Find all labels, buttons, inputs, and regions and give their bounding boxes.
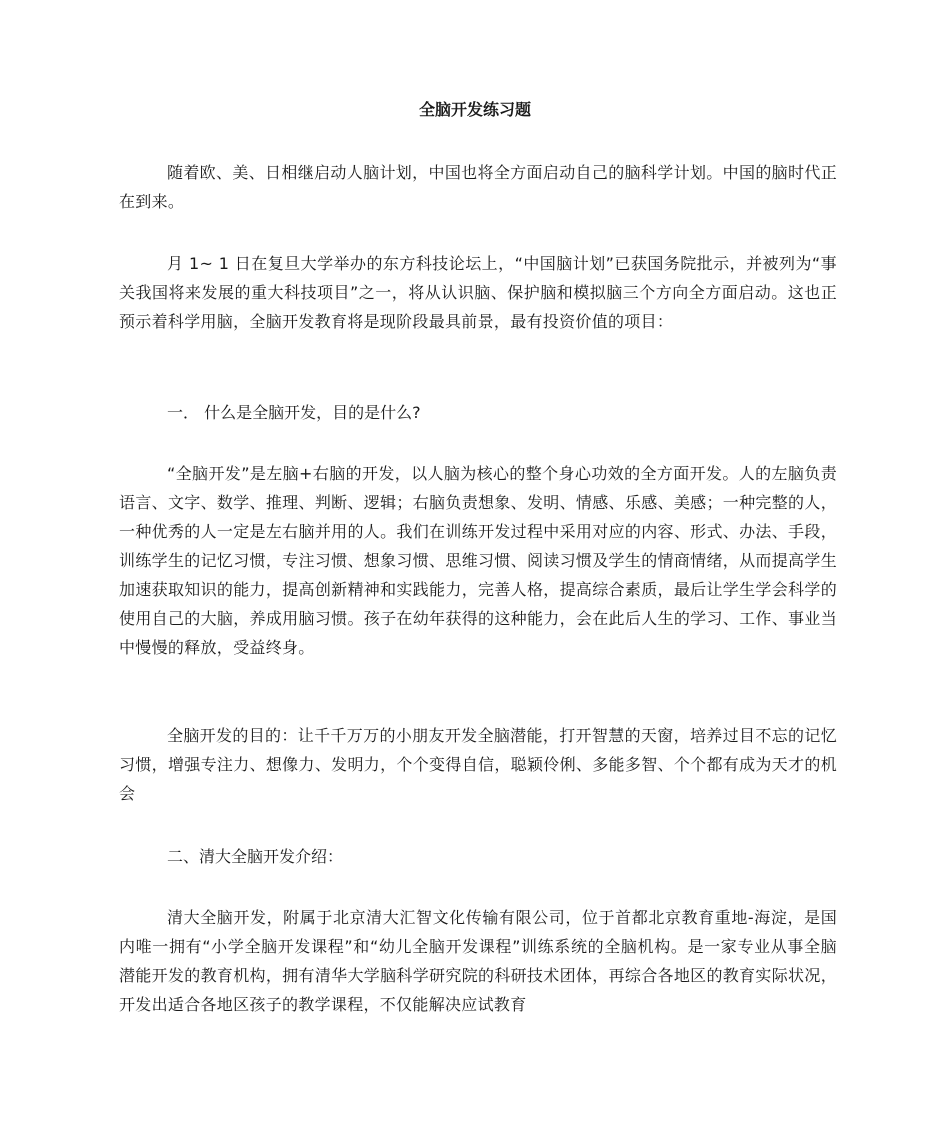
paragraph-definition: “全脑开发”是左脑+右脑的开发，以人脑为核心的整个身心功效的全方面开发。人的左脑负责语言、文字、数学、推理、判断、逻辑；右脑负责想象、发明、情感、乐感、美感；一种完整的人，一种优秀的人一定是左右脑并用的人。我们在训练开发过程中采用对应的内容、形式、办法、手段，训练学生的记忆习惯，专注习惯、想象习惯、思维习惯、阅读习惯及学生的情商情绪，从而提高学生加速获取知识的能力，提高创新精神和实践能力，完善人格，提高综合素质，最后让学生学会科学的使用自己的大脑，养成用脑习惯。孩子在幼年获得的这种能力，会在此后人生的学习、工作、事业当中慢慢的释放，受益终身。 xyxy=(119,464,837,657)
section-heading-1: 一． 什么是全脑开发，目的是什么? xyxy=(167,403,421,422)
section-heading-2: 二、清大全脑开发介绍： xyxy=(167,847,344,866)
paragraph-introduction: 清大全脑开发，附属于北京清大汇智文化传输有限公司，位于首都北京教育重地-海淀，是国内唯一拥有“小学全脑开发课程”和“幼儿全脑开发课程”训练系统的全脑机构。是一家专业从事全脑潜能开发的教育机构，拥有清华大学脑科学研究院的科研技术团体，再综合各地区的教育实际状况，开发出适合各地区孩子的教学课程，不仅能解决应试教育 xyxy=(119,908,837,1014)
paragraph-intro: 随着欧、美、日相继启动人脑计划，中国也将全方面启动自己的脑科学计划。中国的脑时代正在到来。 xyxy=(119,163,837,211)
paragraph-brain-plan: 月 1~ 1 日在复旦大学举办的东方科技论坛上，“中国脑计划”已获国务院批示，并被列为“事关我国将来发展的重大科技项目”之一，将从认识脑、保护脑和模拟脑三个方向全方面启动。这也正预示着科学用脑，全脑开发教育将是现阶段最具前景，最有投资价值的项目： xyxy=(119,254,837,331)
paragraph-purpose: 全脑开发的目的：让千千万万的小朋友开发全脑潜能，打开智慧的天窗，培养过目不忘的记忆习惯，增强专注力、想像力、发明力，个个变得自信，聪颖伶俐、多能多智、个个都有成为天才的机会 xyxy=(119,726,837,803)
document-title: 全脑开发练习题 xyxy=(418,100,531,119)
